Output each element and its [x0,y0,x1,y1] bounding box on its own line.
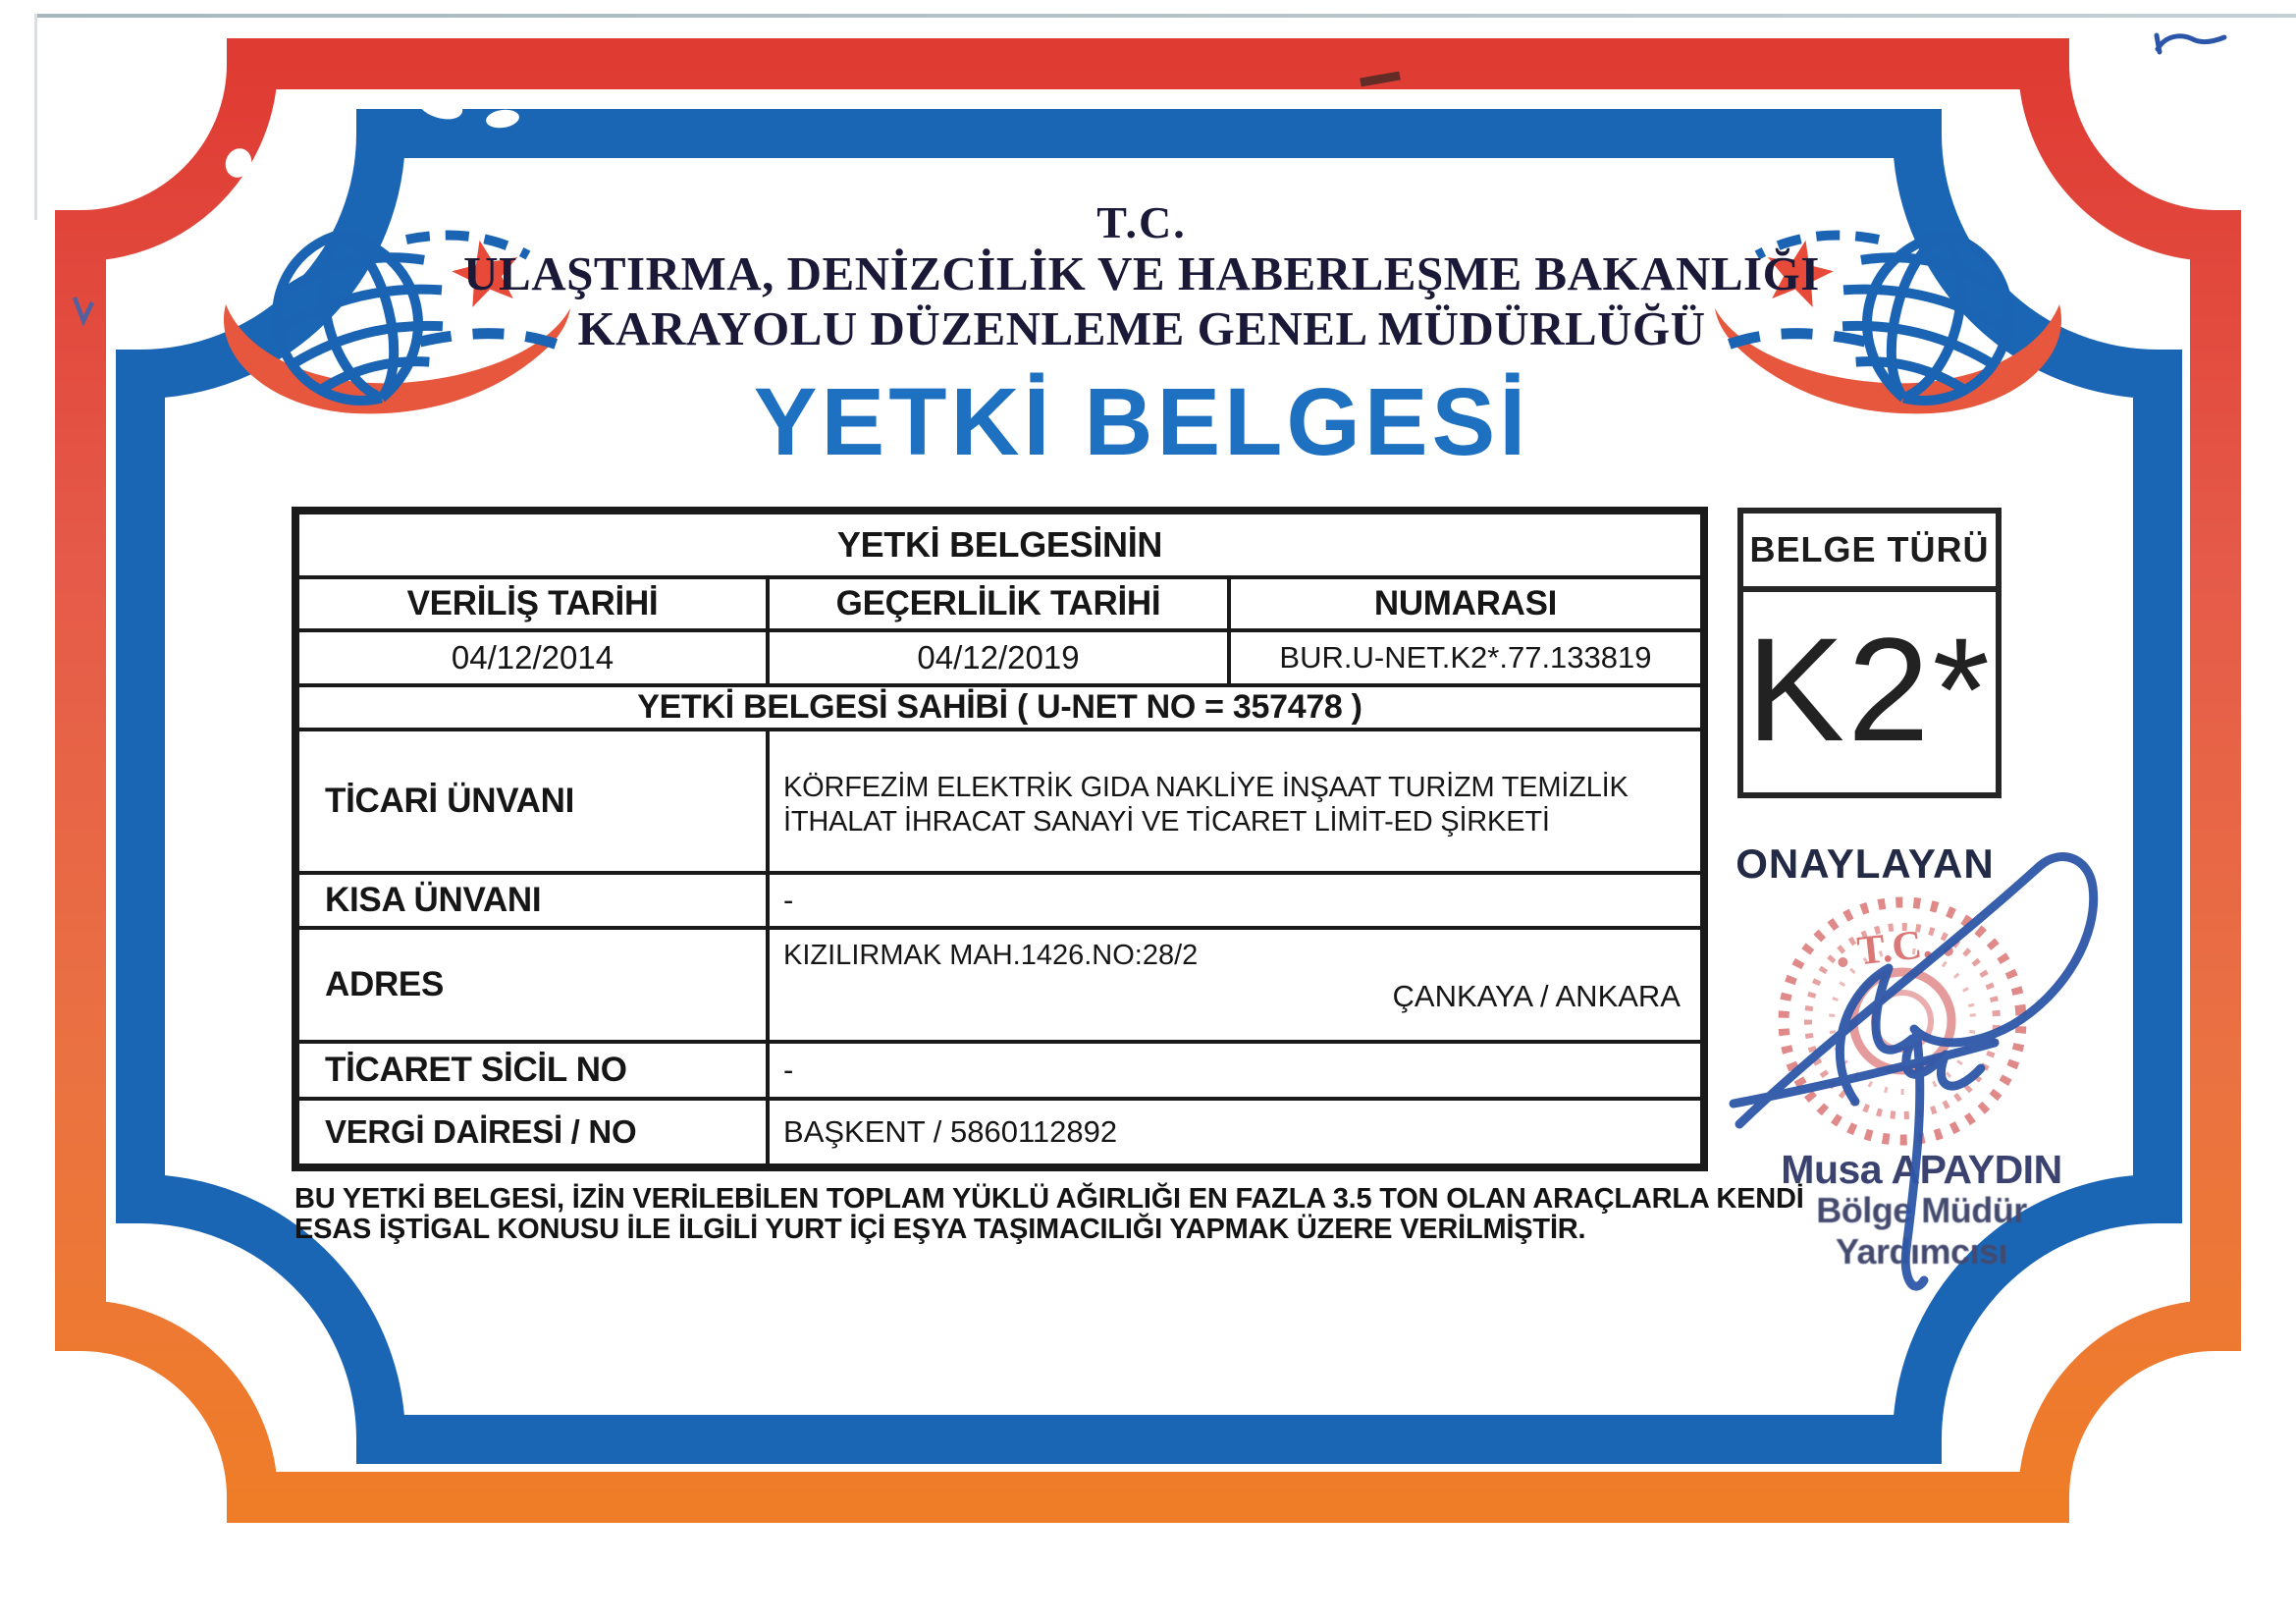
value-kisa-unvani: - [768,873,1704,928]
section-title-belgenin: YETKİ BELGESİNİN [295,511,1704,577]
table-row [295,928,1704,1042]
footer-statement [294,1183,1804,1245]
stamp-tc-text: T.C. [1854,921,1935,975]
section-title-sahibi: YETKİ BELGESİ SAHİBİ ( U-NET NO = 357478 ) [295,685,1704,730]
label-ticari-unvani: TİCARİ ÜNVANI [295,730,768,873]
col-header-numarasi: NUMARASI [1229,577,1704,630]
adres-line2: ÇANKAYA / ANKARA [1392,979,1681,1013]
header-tc: T.C. [1096,197,1187,247]
table-row [295,730,1704,873]
table-row [295,873,1704,928]
header-ministry: ULAŞTIRMA, DENİZCİLİK VE HABERLEŞME BAKANLIĞI [463,246,1820,300]
header-directorate: KARAYOLU DÜZENLEME GENEL MÜDÜRLÜĞÜ [577,301,1706,355]
table-row [295,630,1704,685]
belge-turu-label: BELGE TÜRÜ [1743,514,1996,592]
footer-line2: ESAS İŞTİGAL KONUSU İLE İLGİLİ YURT İÇİ EŞYA TAŞIMACILIĞI YAPMAK ÜZERE VERİLMİŞTİR. [294,1214,1586,1245]
footer-line1: BU YETKİ BELGESİ, İZİN VERİLEBİLEN TOPLAM YÜKLÜ AĞIRLIĞI EN FAZLA 3.5 TON OLAN ARAÇLARLA KENDİ [294,1183,1804,1215]
col-header-verilis: VERİLİŞ TARİHİ [295,577,768,630]
table-row [295,577,1704,630]
approver-label: ONAYLAYAN [1735,840,1995,887]
belge-turu-value: K2* [1746,606,1993,772]
value-adres [768,928,1704,1042]
value-ticaret-sicil: - [768,1042,1704,1099]
label-kisa-unvani: KISA ÜNVANI [295,873,768,928]
belge-turu-box [1737,508,2002,798]
value-ticari-unvani: KÖRFEZİM ELEKTRİK GIDA NAKLİYE İNŞAAT TURİZM TEMİZLİK İTHALAT İHRACAT SANAYİ VE TİCARET LİMİT-ED ŞİRKETİ [768,730,1704,873]
document-title: YETKİ BELGESİ [753,368,1530,475]
value-vergi-dairesi: BAŞKENT / 5860112892 [768,1099,1704,1167]
approver-title: Bölge Müdür Yardımcısı [1816,1190,2027,1271]
value-verilis-tarihi: 04/12/2014 [295,630,768,685]
table-row [295,685,1704,730]
value-gecerlilik-tarihi: 04/12/2019 [768,630,1229,685]
approver-name: Musa APAYDIN [1781,1147,2062,1192]
adres-line1: KIZILIRMAK MAH.1426.NO:28/2 [783,940,1199,971]
table-row [295,1042,1704,1099]
label-vergi-dairesi: VERGİ DAİRESİ / NO [295,1099,768,1167]
value-numarasi: BUR.U-NET.K2*.77.133819 [1229,630,1704,685]
table-row [295,1099,1704,1167]
col-header-gecerlilik: GEÇERLİLİK TARİHİ [768,577,1229,630]
label-adres: ADRES [295,928,768,1042]
certificate-table [292,507,1708,1171]
label-ticaret-sicil: TİCARET SİCİL NO [295,1042,768,1099]
table-row [295,511,1704,577]
